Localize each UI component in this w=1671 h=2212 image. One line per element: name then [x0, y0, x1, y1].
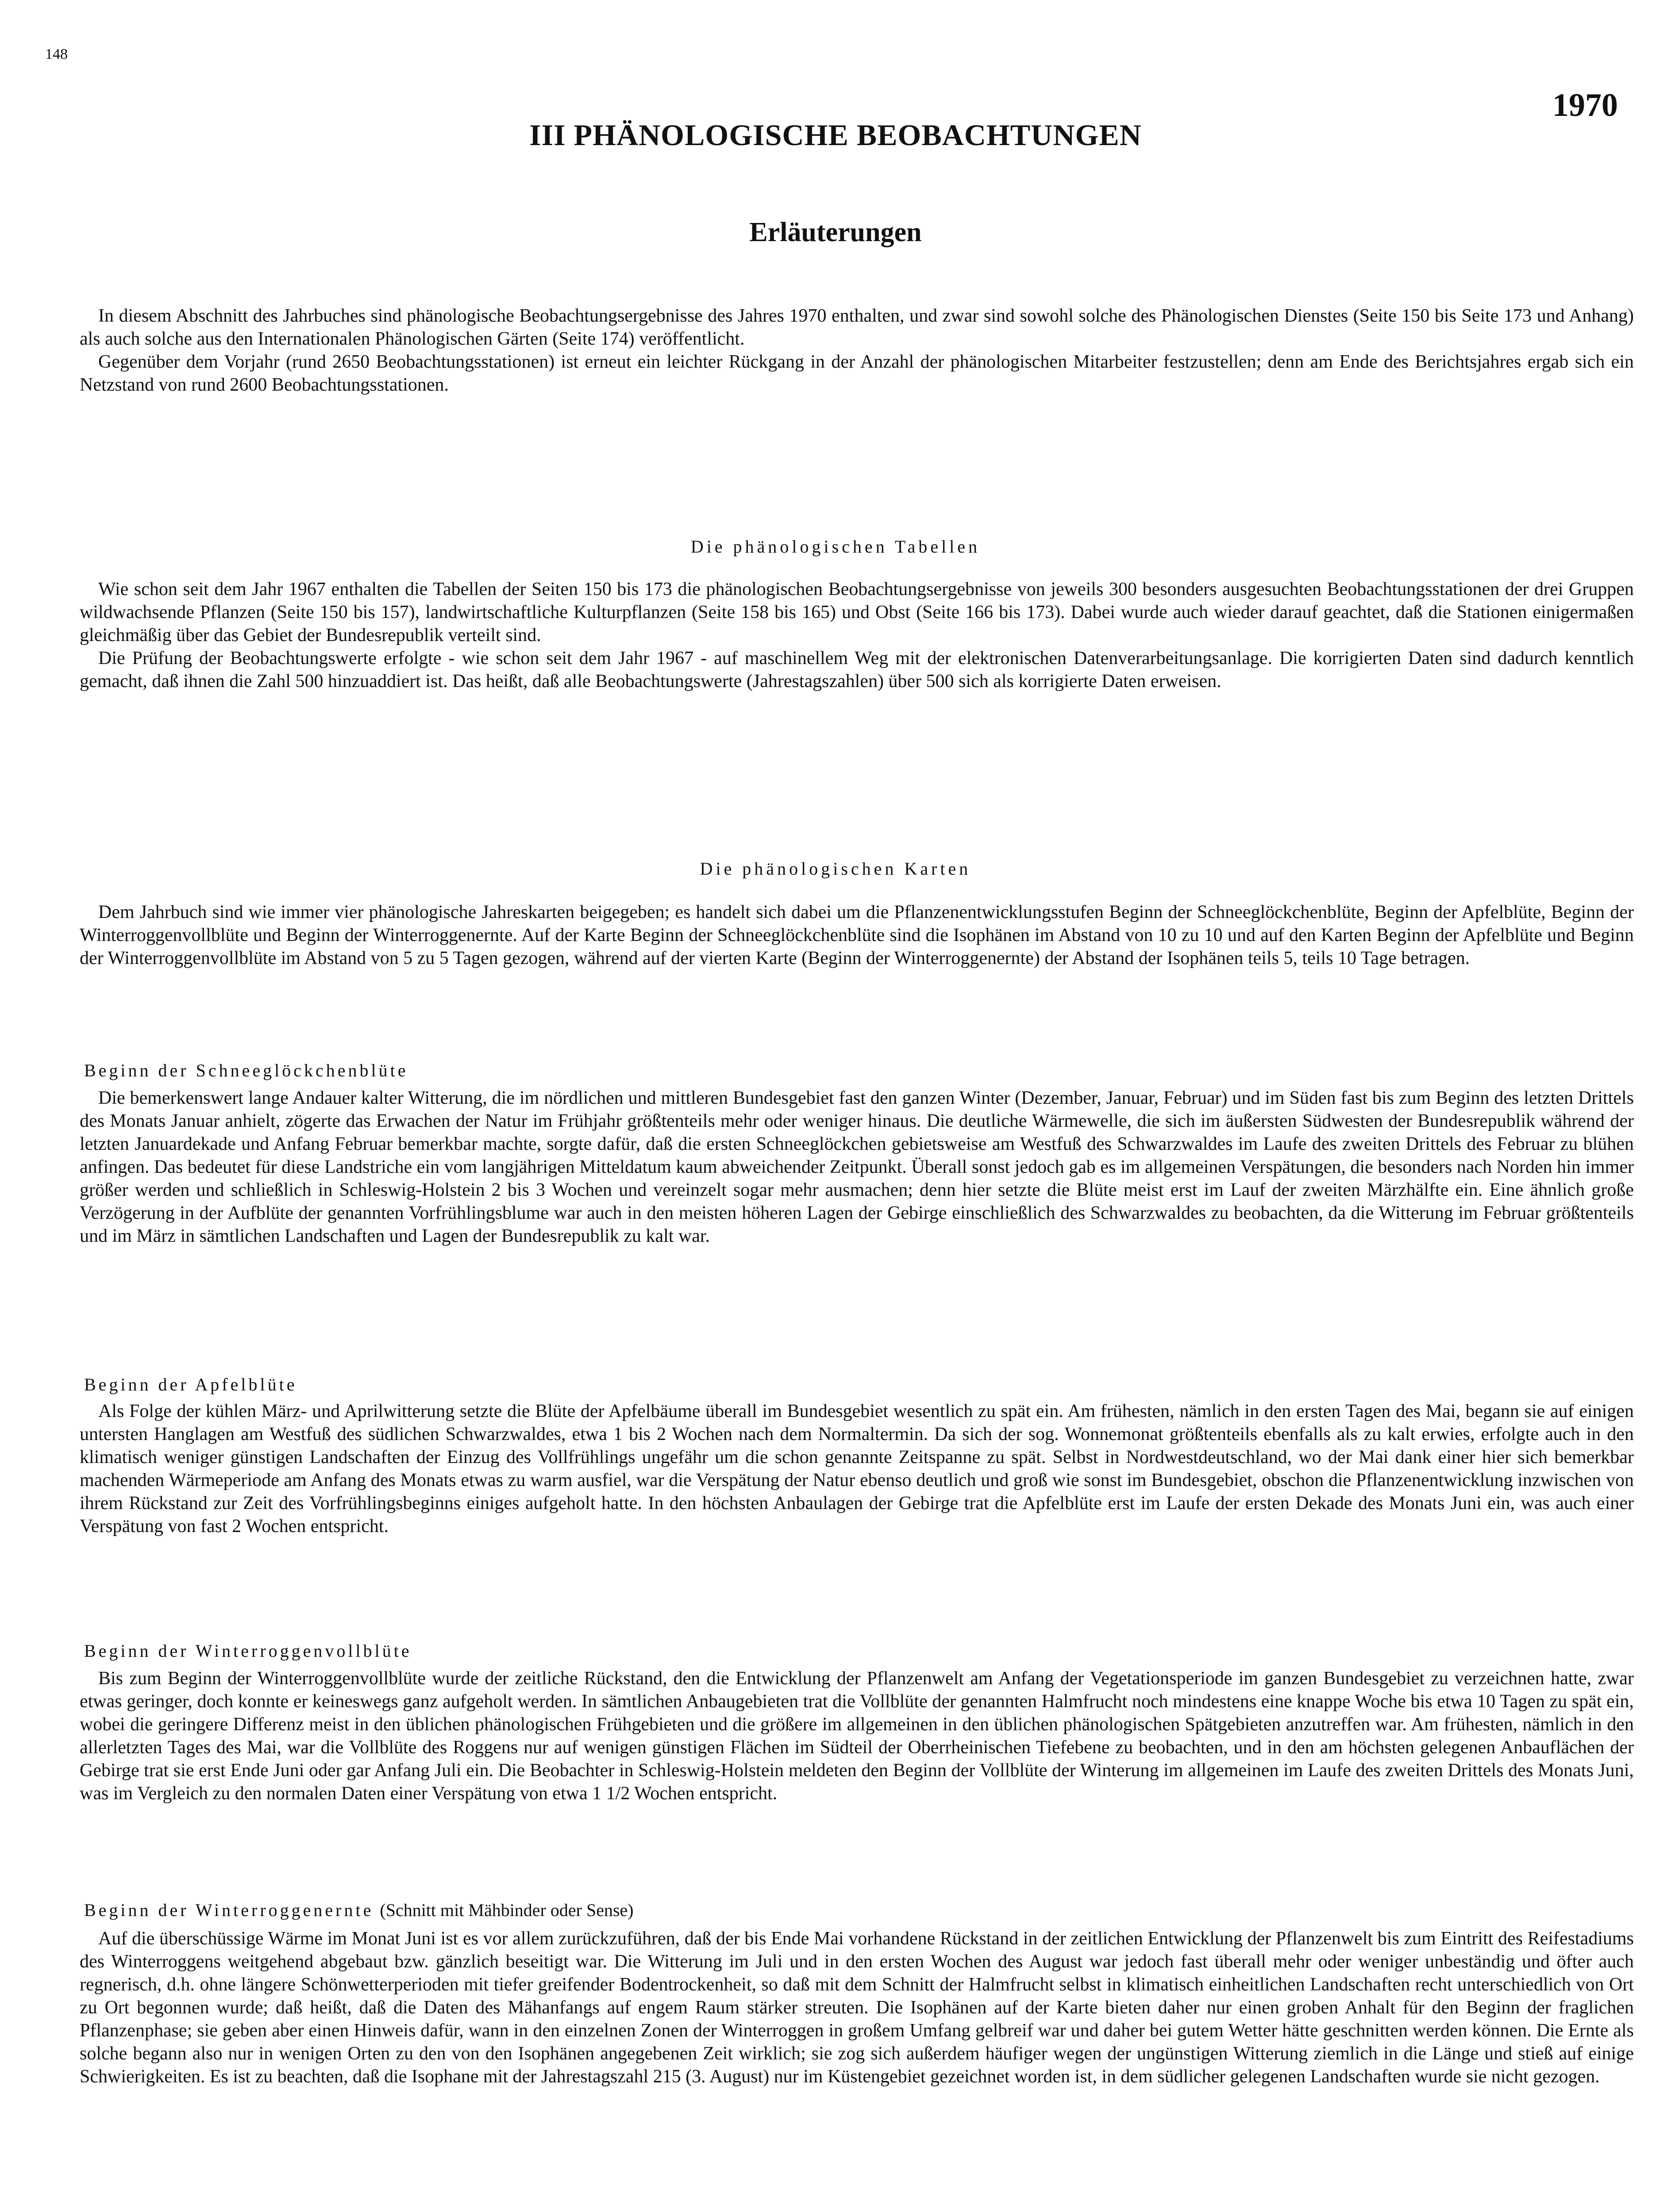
- intro-block: [80, 304, 1634, 396]
- heading-apfelbluete: Beginn der Apfelblüte: [84, 1375, 297, 1394]
- winterroggenernte-paragraph: Auf die überschüssige Wärme im Monat Juni ist es vor allem zurückzuführen, daß der bis Ende Mai vorhandene Rückstand in der zeitlichen Entwicklung der Pflanzenwelt bis zum Eintritt des Reifestadiums des Winterroggens weitgehend abgebaut bzw. gänzlich beseitigt war. Die Witterung im Juli und in den ersten Wochen des August war jedoch fast überall mehr oder weniger unbeständig und öfter auch regnerisch, d.h. ohne längere Schönwetterperioden mit tiefer greifender Bodentrockenheit, so daß mit dem Schnitt der Halmfrucht selbst in klimatisch einheitlichen Landschaften recht unterschiedlich von Ort zu Ort begonnen wurde; daß heißt, daß die Daten des Mähanfangs auf engem Raum stärker streuten. Die Isophänen auf der Karte bieten daher nur einen groben Anhalt für den Beginn der fraglichen Pflanzenphase; sie geben aber einen Hinweis dafür, wann in den einzelnen Zonen der Winterroggen in großem Umfang gelbreif war und daher bei gutem Wetter hätte geschnitten werden können. Die Ernte als solche begann also nur in wenigen Orten zu den von den Isophänen angegebenen Zeit wirklich; sie zog sich außerdem häufiger wegen der ungünstigen Witterung ziemlich in die Länge und stieß auf einige Schwierigkeiten. Es ist zu beachten, daß die Isophane mit der Jahrestagszahl 215 (3. August) nur im Küstengebiet gezeichnet worden ist, in dem südlicher gelegenen Landschaften wurde sie nicht gezogen.: [80, 1928, 1634, 2087]
- winterroggenvollbluete-paragraph: Bis zum Beginn der Winterroggenvollblüte wurde der zeitliche Rückstand, den die Entwicklung der Pflanzenwelt am Anfang der Vegetationsperiode im ganzen Bundesgebiet zu verzeichnen hatte, zwar etwas geringer, doch konnte er keineswegs ganz aufgeholt werden. In sämtlichen Anbaugebieten trat die Vollblüte der genannten Halmfrucht noch mindestens eine knappe Woche bis etwa 10 Tagen zu spät ein, wobei die geringere Differenz meist in den üblichen phänologischen Frühgebieten und die größere im allgemeinen in den üblichen phänologischen Spätgebieten anzutreffen war. Am frühesten, nämlich in den allerletzten Tages des Mai, war die Vollblüte des Roggens nur auf wenigen günstigen Flächen im Südteil der Oberrheinischen Tiefebene zu beobachten, und in den am höchsten gelegenen Anbauflächen der Gebirge trat sie erst Ende Juni oder gar Anfang Juli ein. Die Beobachter in Schleswig-Holstein meldeten den Beginn der Vollblüte der Winterung im allgemeinen im Laufe des zweiten Drittels des Monats Juni, was im Vergleich zu den normalen Daten einer Verspätung von etwa 1 1/2 Wochen entspricht.: [80, 1668, 1634, 1804]
- schneegloeckchen-paragraph: Die bemerkenswert lange Andauer kalter Witterung, die im nördlichen und mittleren Bundesgebiet fast den ganzen Winter (Dezember, Januar, Februar) und im Süden fast bis zum Beginn des letzten Drittels des Monats Januar anhielt, zögerte das Erwachen der Natur im Frühjahr größtenteils mehr oder weniger hinaus. Die deutliche Wärmewelle, die sich im äußersten Südwesten der Bundesrepublik während der letzten Januardekade und Anfang Februar bemerkbar machte, sorgte dafür, daß die ersten Schneeglöckchen gebietsweise am Westfuß des Schwarzwaldes im Laufe des zweiten Drittels des Februar zu blühen anfingen. Das bedeutet für diese Landstriche ein vom langjährigen Mitteldatum kaum abweichender Zeitpunkt. Überall sonst jedoch gab es im allgemeinen Verspätungen, die besonders nach Norden hin immer größer werden und schließlich in Schleswig-Holstein 2 bis 3 Wochen und vereinzelt sogar mehr ausmachen; denn hier setzte die Blüte meist erst im Lauf der zweiten Märzhälfte ein. Eine ähnlich große Verzögerung in der Aufblüte der genannten Vorfrühlingsblume war auch in den meisten höheren Lagen der Gebirge einschließlich des Schwarzwaldes zu beobachten, da die Witterung im Februar größtenteils und im März in sämtlichen Landschaften und Lagen der Bundesrepublik zu kalt war.: [80, 1088, 1634, 1246]
- tabellen-paragraph: Die Prüfung der Beobachtungswerte erfolgte - wie schon seit dem Jahr 1967 - auf maschinellem Weg mit der elektronischen Datenverarbeitungsanlage. Die korrigierten Daten sind dadurch kenntlich gemacht, daß ihnen die Zahl 500 hinzuaddiert ist. Das heißt, daß alle Beobachtungswerte (Jahrestagszahlen) über 500 sich als korrigierte Daten erweisen.: [80, 648, 1634, 691]
- page-title: III PHÄNOLOGISCHE BEOBACHTUNGEN: [529, 118, 1142, 152]
- tabellen-block: [80, 578, 1634, 693]
- winterroggenernte-heading-note: (Schnitt mit Mähbinder oder Sense): [380, 1900, 634, 1920]
- page-number: 148: [45, 46, 68, 62]
- karten-paragraph: Dem Jahrbuch sind wie immer vier phänologische Jahreskarten beigegeben; es handelt sich dabei um die Pflanzenentwicklungsstufen Beginn der Schneeglöckchenblüte, Beginn der Apfelblüte, Beginn der Winterroggenvollblüte und Beginn der Winterroggenernte. Auf der Karte Beginn der Schneeglöckchenblüte sind die Isophänen im Abstand von 10 zu 10 und auf den Karten Beginn der Apfelblüte und Beginn der Winterroggenvollblüte im Abstand von 5 zu 5 Tagen gezogen, während auf der vierten Karte (Beginn der Winterroggenernte) der Abstand der Isophänen teils 5, teils 10 Tage betragen.: [80, 902, 1634, 968]
- section-title-erlaeuterungen: Erläuterungen: [749, 217, 922, 247]
- heading-tabellen: Die phänologischen Tabellen: [690, 537, 981, 557]
- karten-block: [80, 901, 1634, 970]
- heading-schneegloeckchen: Beginn der Schneeglöckchenblüte: [84, 1060, 408, 1080]
- heading-karten: Die phänologischen Karten: [700, 859, 971, 879]
- heading-winterroggenernte: [84, 1900, 634, 1920]
- winterroggenvollbluete-block: [80, 1667, 1634, 1805]
- intro-paragraph: In diesem Abschnitt des Jahrbuches sind phänologische Beobachtungsergebnisse des Jahres 1970 enthalten, und zwar sind sowohl solche des Phänologischen Dienstes (Seite 150 bis Seite 173 und Anhang) als auch solche aus den Internationalen Phänologischen Gärten (Seite 174) veröffentlicht.: [80, 306, 1634, 349]
- heading-winterroggenvollbluete: Beginn der Winterroggenvollblüte: [84, 1641, 412, 1661]
- winterroggenernte-heading-text: Beginn der Winterroggenernte: [84, 1900, 374, 1920]
- intro-paragraph: Gegenüber dem Vorjahr (rund 2650 Beobachtungsstationen) ist erneut ein leichter Rückgang in der Anzahl der phänologischen Mitarbeiter festzustellen; denn am Ende des Berichtsjahres ergab sich ein Netzstand von rund 2600 Beobachtungsstationen.: [80, 352, 1634, 395]
- winterroggenernte-block: [80, 1927, 1634, 2088]
- year-label: 1970: [1552, 87, 1618, 123]
- apfelbluete-paragraph: Als Folge der kühlen März- und Aprilwitterung setzte die Blüte der Apfelbäume überall im Bundesgebiet wesentlich zu spät ein. Am frühesten, nämlich in den ersten Tagen des Mai, begann sie auf einigen untersten Hanglagen am Westfuß des südlichen Schwarzwaldes, etwa 1 bis 2 Wochen nach dem Normaltermin. Da sich der sog. Wonnemonat größtenteils ebenfalls als zu kalt erwies, erfolgte auch in den klimatisch weniger günstigen Landschaften der Einzug des Vollfrühlings ungefähr um die schon genannte Zeitspanne zu spät. Selbst in Nordwestdeutschland, wo der Mai dank einer hier sich bemerkbar machenden Wärmeperiode am Anfang des Monats etwas zu warm ausfiel, war die Verspätung der Natur ebenso deutlich und groß wie sonst im Bundesgebiet, obschon die Pflanzenentwicklung inzwischen von ihrem Rückstand zur Zeit des Vorfrühlingsbeginns einiges aufgeholt hatte. In den höchsten Anbaulagen der Gebirge trat die Apfelblüte erst im Laufe der ersten Dekade des Monats Juni ein, was auch einer Verspätung von fast 2 Wochen entspricht.: [80, 1401, 1634, 1536]
- schneegloeckchen-block: [80, 1087, 1634, 1248]
- apfelbluete-block: [80, 1400, 1634, 1538]
- tabellen-paragraph: Wie schon seit dem Jahr 1967 enthalten die Tabellen der Seiten 150 bis 173 die phänologischen Beobachtungsergebnisse von jeweils 300 besonders ausgesuchten Beobachtungsstationen der drei Gruppen wildwachsende Pflanzen (Seite 150 bis 157), landwirtschaftliche Kulturpflanzen (Seite 158 bis 165) und Obst (Seite 166 bis 173). Dabei wurde auch wieder darauf geachtet, daß die Stationen einigermaßen gleichmäßig über das Gebiet der Bundesrepublik verteilt sind.: [80, 579, 1634, 645]
